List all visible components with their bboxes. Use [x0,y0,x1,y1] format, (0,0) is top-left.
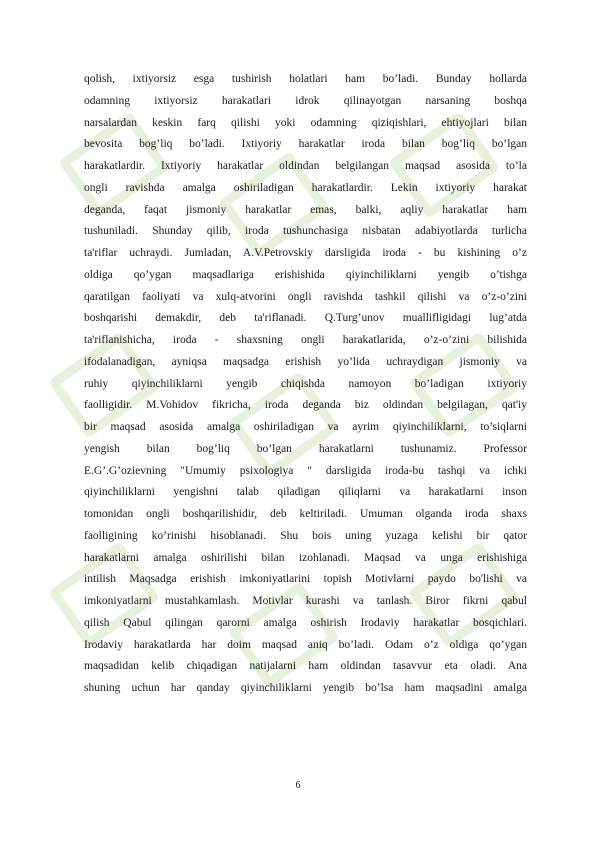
text-line: harakatlardir. Ixtiyoriy harakatlar oldindan belgilangan maqsad asosida to’la [84,160,527,172]
text-line: oldiga qo’ygan maqsadlariga erishishida qiyinchiliklarni yengib o’tishga [84,268,527,281]
text-line: qolish, ixtiyorsiz esga tushirish holatlari ham bo’ladi. Bunday hollarda [84,73,527,85]
body-text [84,69,527,700]
text-line: tushuniladi. Shunday qilib, iroda tushunchasiga nisbatan adabiyotlarda turlicha [84,225,527,238]
text-line: faolligining ko’rinishi hisoblanadi. Shu bois uning yuzaga kelishi bir qator [84,529,527,542]
text-line: ongli ravishda amalga oshiriladigan harakatlardir. Lekin ixtiyoriy harakat [84,181,527,194]
page-number: 6 [295,780,301,791]
text-line: intilish Maqsadga erishish imkoniyatlarini topish Motivlarni paydo bo'lishi va [84,573,527,586]
text-line: qiyinchiliklarni yengishni talab qiladigan qiliqlarni va harakatlarni inson [84,486,527,499]
text-line: bir maqsad asosida amalga oshiriladigan va ayrim qiyinchiliklarni, to’siqlarni [84,421,527,433]
text-line: maqsadidan kelib chiqadigan natijalarni ham oldindan tasavvur eta oladi. Ana [84,660,527,673]
text-line: ta'riflanishicha, iroda - shaxsning ongli harakatlarida, o’z-o’zini bilishida [84,334,527,346]
text-line: narsalardan keskin farq qilishi yoki odamning qiziqishlari, ehtiyojlari bilan [84,116,527,129]
text-line: ta'riflar uchraydi. Jumladan, A.V.Petrovskiy darsligida iroda - bu kishining o’z [84,247,527,259]
text-line: imkoniyatlarni mustahkamlash. Motivlar kurashi va tanlash. Biror fikrni qabul [84,595,527,607]
text-line: faolligidir. M.Vohidov fikricha, iroda deganda biz oldindan belgilagan, qat'iy [84,399,527,412]
text-line: bevosita bog’liq bo’ladi. Ixtiyoriy harakatlar iroda bilan bog’liq bo’lgan [84,138,527,151]
text-line: ruhiy qiyinchiliklarni yengib chiqishda namoyon bo’ladigan ixtiyoriy [84,377,527,390]
text-line: qilish Qabul qilingan qarorni amalga oshirish Irodaviy harakatlar bosqichlari. [84,616,527,629]
text-line: deganda, faqat jismoniy harakatlar emas, balki, aqliy harakatlar ham [84,203,527,216]
text-line: odamning ixtiyorsiz harakatlari idrok qilinayotgan narsaning boshqa [84,94,527,107]
text-line: shuning uchun har qanday qiyinchiliklarni yengib bo’lsa ham maqsadini amalga [84,682,527,694]
text-line: boshqarishi demakdir, deb ta'riflanadi. Q.Turg’unov muallifligidagi lug’atda [84,312,527,325]
text-line: harakatlarni amalga oshirilishi bilan izohlanadi. Maqsad va unga erishishiga [84,551,527,564]
text-line: E.G’.G’ozievning "Umumiy psixologiya " darsligida iroda-bu tashqi va ichki [84,464,527,477]
text-line: qaratilgan faoliyati va xulq-atvorini ongli ravishda tashkil qilishi va o’z-o’zini [84,290,527,303]
text-line: tomonidan ongli boshqarilishidir, deb keltiriladi. Umuman olganda iroda shaxs [84,508,527,520]
text-line: Irodaviy harakatlarda har doim maqsad aniq bo’ladi. Odam o’z oldiga qo’ygan [84,638,527,651]
text-line: yengish bilan bog’liq bo’lgan harakatlarni tushunamiz. Professor [84,442,527,455]
text-line: ifodalanadigan, ayniqsa maqsadga erishish yo’lida uchraydigan jismoniy va [84,355,527,368]
